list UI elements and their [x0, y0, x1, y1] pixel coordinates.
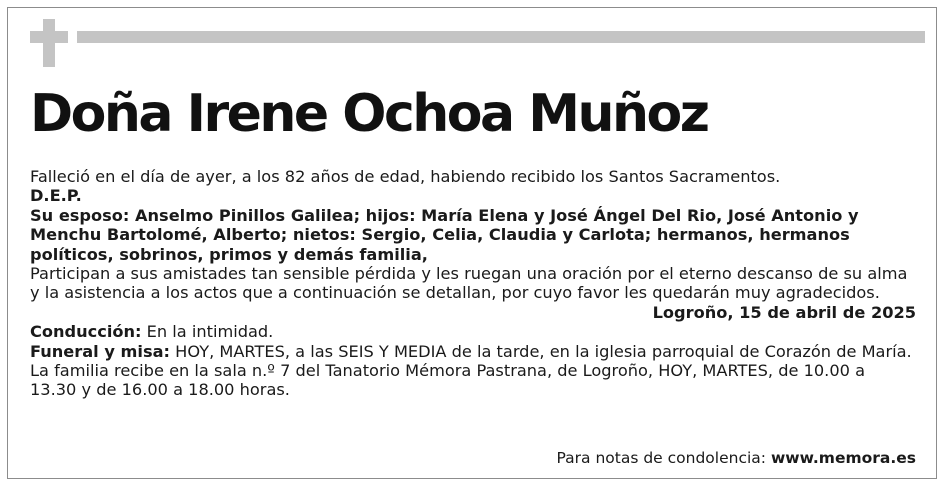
- header-rule: [77, 31, 925, 43]
- family-text: Su esposo: Anselmo Pinillos Galilea; hijos: María Elena y José Ángel Del Rio, José Antonio y Menchu Bartolomé, Alberto; nietos: Sergio, Celia, Claudia y Carlota; hermanos, hermanos políticos, sobrinos, primos y demás familia,: [30, 205, 859, 264]
- deceased-name: Doña Irene Ochoa Muñoz: [30, 84, 708, 144]
- conduccion-label: Conducción:: [30, 322, 142, 342]
- footer-text: Para notas de condolencia:: [556, 449, 771, 467]
- message-text: Participan a sus amistades tan sensible pérdida y les ruegan una oración por el eterno descanso de su alma y la asistencia a los actos que a continuación se detallan, por cuyo favor les quedarán muy agradecidos.: [30, 264, 908, 303]
- place-date: Logroño, 15 de abril de 2025: [652, 302, 916, 322]
- conduccion-text: En la intimidad.: [141, 322, 274, 342]
- dep-text: D.E.P.: [30, 186, 82, 206]
- reception-text: La familia recibe en la sala n.º 7 del Tanatorio Mémora Pastrana, de Logroño, HOY, MARTES, de 10.00 a 13.30 y de 16.00 a 18.00 horas.: [30, 361, 865, 400]
- funeral-line: [30, 342, 916, 361]
- cross-icon-bar: [30, 31, 68, 43]
- cross-icon: [43, 19, 55, 67]
- conduccion-line: [30, 322, 916, 341]
- condolence-link[interactable]: www.memora.es: [770, 449, 916, 467]
- intro-text: Falleció en el día de ayer, a los 82 años de edad, habiendo recibido los Santos Sacramentos.: [30, 167, 781, 186]
- condolence-footer: [557, 449, 917, 468]
- notice-body: [30, 167, 916, 400]
- funeral-label: Funeral y misa:: [30, 341, 171, 361]
- funeral-text: HOY, MARTES, a las SEIS Y MEDIA de la tarde, en la iglesia parroquial de Corazón de María.: [170, 341, 912, 361]
